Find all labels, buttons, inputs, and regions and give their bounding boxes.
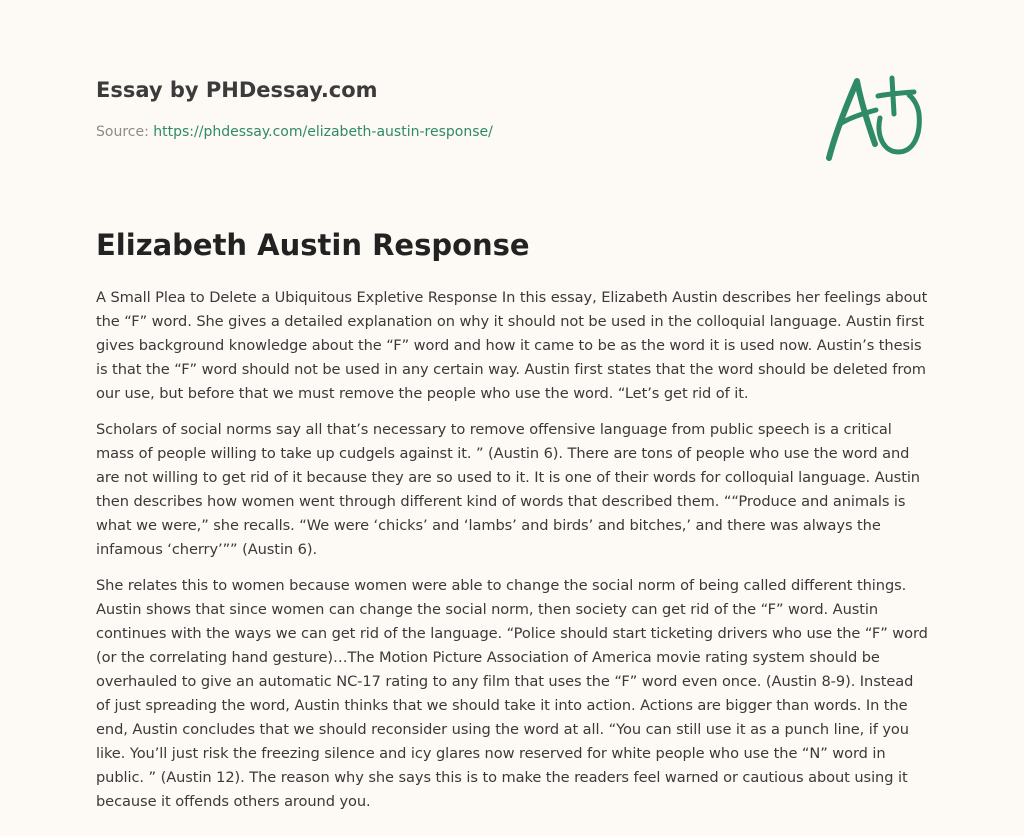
essay-title: Elizabeth Austin Response (96, 228, 530, 262)
source-link[interactable]: https://phdessay.com/elizabeth-austin-response/ (153, 124, 493, 140)
essay-body (96, 286, 928, 826)
site-header (96, 76, 796, 142)
essay-paragraph: Scholars of social norms say all that’s necessary to remove offensive language from public speech is a critical mass of people willing to take up cudgels against it. ” (Austin 6). There are tons of people who use the word and are not willing to get rid of it because they are so used to it. It is one of their words for colloquial language. Austin then describes how women went through different kind of words that described them. ““Produce and animals is what we were,” she recalls. “We were ‘chicks’ and ‘lambs’ and birds’ and bitches,’ and there was always the infamous ‘cherry’”” (Austin 6). (96, 421, 920, 558)
essay-paragraph: She relates this to women because women were able to change the social norm of being called different things. Austin shows that since women can change the social norm, then society can get rid of the “F” word. Austin continues with the ways we can get rid of the language. “Police should start ticketing drivers who use the “F” word (or the correlating hand gesture)…The Motion Picture Association of America movie rating system should be overhauled to give an automatic NC-17 rating to any film that uses the “F” word even once. (Austin 8-9). Instead of just spreading the word, Austin thinks that we should take it into action. Actions are bigger than words. In the end, Austin concludes that we should reconsider using the word at all. “You can still use it as a punch line, if you like. You’ll just risk the freezing silence and icy glares now reserved for white people who use the “N” word in public. ” (Austin 12). The reason why she says this is to make the readers feel warned or cautious about using it because it offends others around you. (96, 577, 928, 810)
source-label: Source: (96, 124, 154, 140)
essay-paragraph: A Small Plea to Delete a Ubiquitous Expletive Response In this essay, Elizabeth Austin describes her feelings about the “F” word. She gives a detailed explanation on why it should not be used in the colloquial language. Austin first gives background knowledge about the “F” word and how it came to be as the word it is used now. Austin’s thesis is that the “F” word should not be used in any certain way. Austin first states that the word should be deleted from our use, but before that we must remove the people who use the word. “Let’s get rid of it. (96, 289, 928, 402)
source-line (96, 122, 796, 142)
a-plus-grade-icon (818, 66, 930, 166)
site-brand: Essay by PHDessay.com (96, 78, 378, 102)
